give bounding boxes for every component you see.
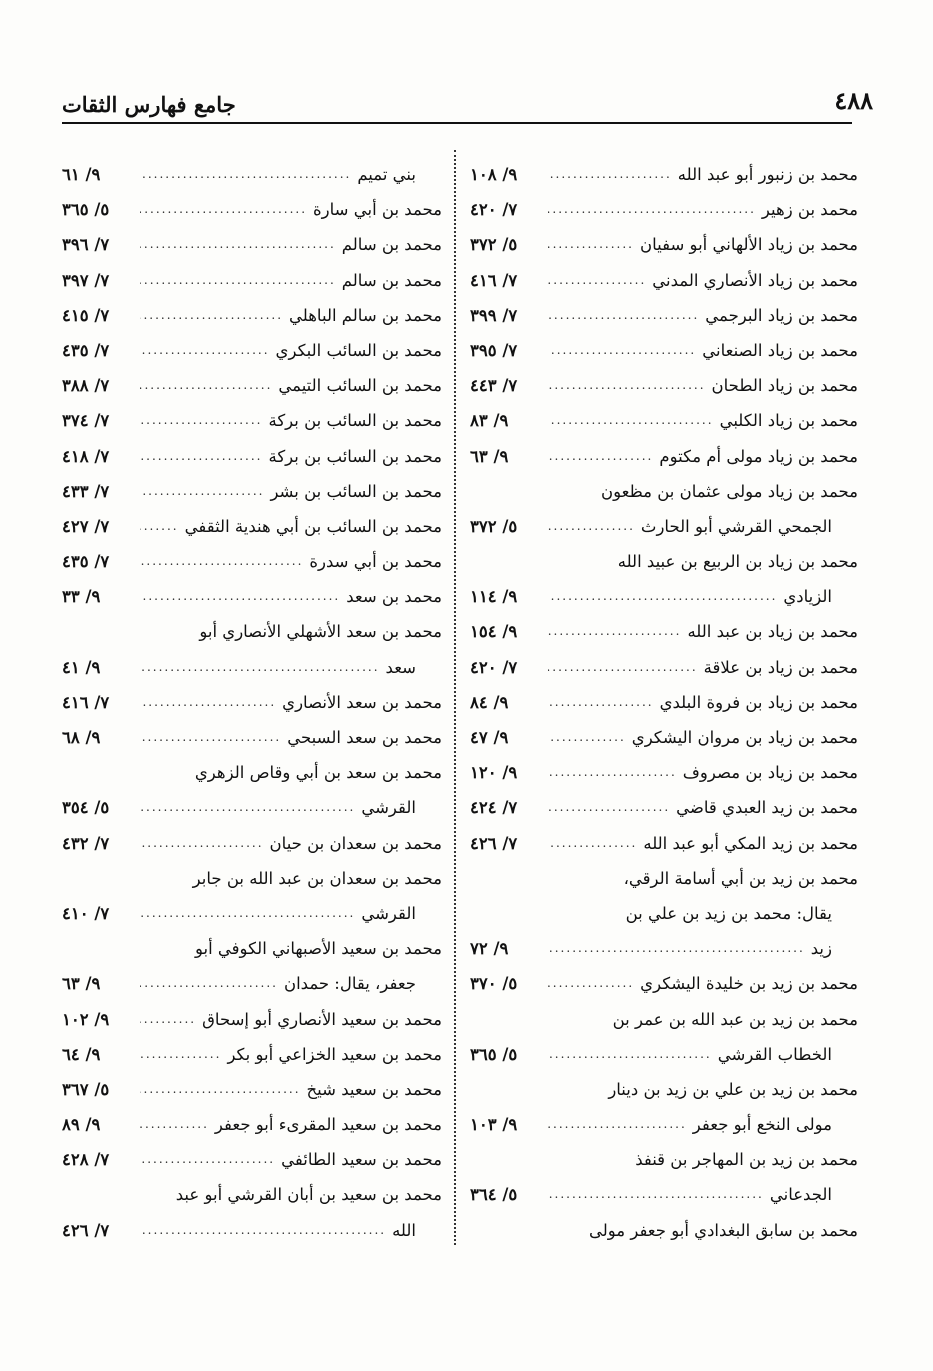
entry-name: محمد بن سعيد المقرىء أبو جعفر xyxy=(214,1115,442,1135)
leader-dots xyxy=(548,966,634,1001)
entry-name: محمد بن سعدان بن حيان xyxy=(269,833,442,853)
entry-reference: ٩/ ٣٣ xyxy=(62,587,101,607)
index-entry xyxy=(62,368,442,403)
entry-reference: ٥/ ٣٥٤ xyxy=(62,798,110,818)
index-entry xyxy=(62,966,442,1001)
entry-reference: ٧/ ٣٩٦ xyxy=(62,235,110,255)
entry-name: محمد بن سابق البغدادي أبو جعفر مولى xyxy=(588,1220,858,1240)
entry-reference: ٩/ ٤٧ xyxy=(470,728,509,747)
entry-name: محمد بن زيد بن خليدة اليشكري xyxy=(640,974,858,994)
index-entry xyxy=(62,1072,442,1107)
leader-dots xyxy=(548,157,672,192)
entry-reference: ٧/ ٤١٦ xyxy=(470,270,518,290)
leader-dots xyxy=(140,790,355,825)
index-entry xyxy=(62,826,442,861)
index-entry xyxy=(470,1002,858,1037)
index-entry xyxy=(62,861,442,896)
entry-reference: ٩/ ٧٢ xyxy=(470,939,509,959)
index-entry xyxy=(62,474,442,509)
index-entry xyxy=(62,1177,442,1212)
leader-dots xyxy=(140,1037,221,1072)
entry-name: محمد بن زيد بن المهاجر بن قنفذ xyxy=(635,1150,858,1170)
index-entry xyxy=(62,227,442,262)
entry-name: محمد بن السائب البكري xyxy=(275,340,442,360)
entry-reference: ٧/ ٤٣٢ xyxy=(62,833,110,853)
entry-reference: ٩/ ٨٤ xyxy=(470,692,509,712)
entry-name: محمد بن زيد بن عبد الله بن عمر بن xyxy=(612,1009,858,1029)
entry-name: محمد بن سعيد الأنصاري أبو إسحاق xyxy=(202,1009,442,1029)
entry-reference: ٩/ ٦٣ xyxy=(470,446,509,466)
leader-dots xyxy=(140,1142,275,1177)
index-entry xyxy=(62,1037,442,1072)
index-entry xyxy=(62,333,442,368)
index-entry xyxy=(470,685,858,720)
index-entry xyxy=(470,227,858,262)
leader-dots xyxy=(548,790,670,825)
leader-dots xyxy=(548,1107,687,1142)
leader-dots xyxy=(140,544,303,579)
entry-name: محمد بن زيد المكي أبو عبد الله xyxy=(643,833,858,853)
index-entry xyxy=(470,1107,858,1142)
index-entry xyxy=(470,1142,858,1177)
leader-dots xyxy=(548,826,637,861)
entry-name: محمد بن زيد العبدي قاضي xyxy=(676,798,858,818)
entry-reference: ٧/ ٤٢٦ xyxy=(62,1220,110,1240)
entry-name: محمد بن زهير xyxy=(761,200,858,220)
entry-name: محمد بن زياد مولى عثمان بن مظعون xyxy=(600,481,858,501)
entry-reference: ٧/ ٤٢٤ xyxy=(470,798,518,818)
entry-reference: ٩/ ٦١ xyxy=(62,165,101,184)
index-entry xyxy=(62,614,442,649)
entry-name: محمد بن السائب بن بشر xyxy=(270,481,442,501)
index-entry xyxy=(62,1213,442,1248)
entry-name: محمد بن السائب بن بركة xyxy=(268,446,442,466)
leader-dots xyxy=(140,579,340,614)
entry-name: بني تميم xyxy=(357,165,416,184)
index-entry xyxy=(470,755,858,790)
leader-dots xyxy=(140,157,351,192)
entry-reference: ٩/ ٦٨ xyxy=(62,728,101,747)
entry-reference: ٧/ ٤٤٣ xyxy=(470,376,518,396)
entry-reference: ٥/ ٣٧٢ xyxy=(470,516,518,536)
index-entry xyxy=(470,826,858,861)
entry-name: الجمحي القرشي أبو الحارث xyxy=(640,516,832,536)
entry-name: محمد بن سالم الباهلي xyxy=(289,305,442,325)
leader-dots xyxy=(140,509,179,544)
index-entry xyxy=(62,579,442,614)
right-column xyxy=(470,157,858,1248)
entry-name: محمد بن زياد مولى أم مكتوم xyxy=(659,446,858,466)
entry-reference: ٥/ ٣٧٠ xyxy=(470,974,518,994)
entry-reference: ٩/ ١٠٨ xyxy=(470,165,518,184)
index-entry xyxy=(62,1107,442,1142)
index-entry xyxy=(470,931,858,966)
leader-dots xyxy=(140,333,270,368)
leader-dots xyxy=(140,263,336,298)
index-entry xyxy=(62,192,442,227)
entry-name: محمد بن زياد الكلبي xyxy=(719,411,858,431)
index-entry xyxy=(62,650,442,685)
leader-dots xyxy=(140,227,336,262)
entry-reference: ٥/ ٣٦٧ xyxy=(62,1079,110,1099)
entry-reference: ٧/ ٤٢٧ xyxy=(62,516,110,536)
entry-name: محمد بن السائب بن بركة xyxy=(268,411,442,431)
column-divider xyxy=(454,150,456,1245)
entry-reference: ٩/ ٨٣ xyxy=(470,411,509,431)
index-entry xyxy=(470,614,858,649)
entry-name: يقال: محمد بن زيد بن علي بن xyxy=(625,903,832,923)
index-entry xyxy=(470,720,858,755)
index-entry xyxy=(62,157,442,192)
leader-dots xyxy=(548,263,646,298)
entry-reference: ٧/ ٤١٨ xyxy=(62,446,110,466)
entry-reference: ٧/ ٣٩٥ xyxy=(470,340,518,360)
entry-name: محمد بن سعد السبحي xyxy=(287,728,442,747)
leader-dots xyxy=(548,368,706,403)
index-entry xyxy=(470,368,858,403)
index-entry xyxy=(470,1177,858,1212)
entry-reference: ٩/ ١١٤ xyxy=(470,587,518,607)
entry-reference: ٧/ ٣٨٨ xyxy=(62,376,110,396)
entry-name: مولى النخع أبو جعفر xyxy=(692,1115,832,1135)
entry-name: الزيادي xyxy=(783,587,832,607)
leader-dots xyxy=(548,1177,764,1212)
index-entry xyxy=(62,509,442,544)
header-rule xyxy=(62,122,852,124)
leader-dots xyxy=(548,931,805,966)
page-number: ٤٨٨ xyxy=(834,86,873,115)
entry-name: محمد بن زياد بن فروة البلدي xyxy=(659,692,858,712)
entry-name: الجدعاني xyxy=(769,1185,832,1205)
index-entry xyxy=(62,298,442,333)
index-entry xyxy=(62,685,442,720)
leader-dots xyxy=(140,1072,301,1107)
entry-reference: ٩/ ١٠٢ xyxy=(62,1009,110,1029)
entry-reference: ٩/ ٦٣ xyxy=(62,974,101,994)
index-entry xyxy=(470,861,858,896)
leader-dots xyxy=(548,755,677,790)
entry-name: محمد بن زياد البرجمي xyxy=(705,305,858,325)
index-entry xyxy=(470,790,858,825)
entry-name: محمد بن زياد بن مصروف xyxy=(682,763,858,783)
index-entry xyxy=(62,1142,442,1177)
index-entry xyxy=(470,1037,858,1072)
entry-reference: ٧/ ٤١٥ xyxy=(62,305,110,325)
entry-name: الله xyxy=(392,1220,416,1240)
leader-dots xyxy=(140,368,272,403)
index-entry xyxy=(470,263,858,298)
entry-name: محمد بن زياد الصنعاني xyxy=(702,340,858,360)
entry-reference: ٥/ ٣٦٥ xyxy=(470,1044,518,1064)
entry-reference: ٧/ ٤٣٣ xyxy=(62,481,110,501)
entry-reference: ٧/ ٤٣٥ xyxy=(62,552,110,572)
entry-reference: ٧/ ٤٢٠ xyxy=(470,657,518,677)
entry-name: محمد بن سعيد الطائفي xyxy=(281,1150,442,1170)
index-entry xyxy=(470,474,858,509)
entry-name: محمد بن سعيد الخزاعي أبو بكر xyxy=(227,1044,442,1064)
entry-name: محمد بن أبي سدرة xyxy=(309,552,442,572)
leader-dots xyxy=(140,1107,209,1142)
entry-name: محمد بن زياد بن مروان اليشكري xyxy=(631,728,858,747)
index-entry xyxy=(470,579,858,614)
leader-dots xyxy=(140,403,262,438)
index-entry xyxy=(62,790,442,825)
entry-name: محمد بن زيد بن علي بن زيد بن دينار xyxy=(608,1079,858,1099)
entry-name: جعفر، يقال: حمدان xyxy=(283,974,416,994)
index-entry xyxy=(62,755,442,790)
entry-reference: ٩/ ١٥٤ xyxy=(470,622,518,642)
leader-dots xyxy=(548,509,635,544)
leader-dots xyxy=(548,333,696,368)
leader-dots xyxy=(140,685,276,720)
leader-dots xyxy=(548,298,699,333)
entry-reference: ٧/ ٤٣٥ xyxy=(62,340,110,360)
entry-name: محمد بن سعد الأشهلي الأنصاري أبو xyxy=(199,622,442,642)
leader-dots xyxy=(140,966,278,1001)
entry-name: زيد xyxy=(810,939,832,959)
index-entry xyxy=(470,509,858,544)
entry-reference: ٧/ ٤٢٠ xyxy=(470,200,518,220)
leader-dots xyxy=(140,650,380,685)
entry-name: محمد بن زياد الألهاني أبو سفيان xyxy=(640,235,858,255)
entry-name: محمد بن سعيد شيخ xyxy=(306,1079,442,1099)
entry-name: محمد بن سعد الأنصاري xyxy=(282,692,442,712)
index-entry xyxy=(62,931,442,966)
entry-reference: ٧/ ٣٧٤ xyxy=(62,411,110,431)
leader-dots xyxy=(548,192,756,227)
leader-dots xyxy=(548,650,698,685)
index-entry xyxy=(470,966,858,1001)
entry-name: محمد بن سالم xyxy=(341,270,442,290)
leader-dots xyxy=(548,579,777,614)
entry-name: محمد بن سعد xyxy=(346,587,442,607)
index-entry xyxy=(470,298,858,333)
entry-name: محمد بن سعدان بن عبد الله بن جابر xyxy=(192,868,442,888)
index-entry xyxy=(62,439,442,474)
entry-name: محمد بن السائب بن أبي هندية الثقفي xyxy=(184,516,442,536)
entry-name: محمد بن سعيد الأصبهاني الكوفي أبو xyxy=(194,939,442,959)
leader-dots xyxy=(548,614,681,649)
index-entry xyxy=(470,333,858,368)
entry-name: القرشي xyxy=(361,903,416,923)
entry-reference: ٥/ ٣٦٤ xyxy=(470,1185,518,1205)
entry-reference: ٩/ ٨٩ xyxy=(62,1115,101,1135)
index-entry xyxy=(470,157,858,192)
index-entry xyxy=(470,439,858,474)
index-entry xyxy=(470,544,858,579)
leader-dots xyxy=(548,227,634,262)
entry-name: محمد بن زياد بن الربيع بن عبيد الله xyxy=(617,552,858,572)
leader-dots xyxy=(140,826,264,861)
entry-reference: ٧/ ٤١٦ xyxy=(62,692,110,712)
index-entry xyxy=(470,650,858,685)
entry-name: محمد بن سعيد بن أبان القرشي أبو عبد xyxy=(175,1185,442,1205)
entry-reference: ٥/ ٣٧٢ xyxy=(470,235,518,255)
leader-dots xyxy=(140,1002,196,1037)
index-entry xyxy=(62,544,442,579)
entry-name: سعد xyxy=(385,657,416,677)
index-entry xyxy=(470,192,858,227)
index-entry xyxy=(62,1002,442,1037)
entry-name: الخطاب القرشي xyxy=(717,1044,832,1064)
entry-reference: ٥/ ٣٦٥ xyxy=(62,200,110,220)
entry-reference: ٩/ ٦٤ xyxy=(62,1044,101,1064)
entry-name: محمد بن زياد بن عبد الله xyxy=(687,622,858,642)
left-column xyxy=(62,157,442,1248)
entry-reference: ٩/ ١٢٠ xyxy=(470,763,518,783)
index-entry xyxy=(470,1072,858,1107)
index-entry xyxy=(470,403,858,438)
entry-name: محمد بن أبي سارة xyxy=(313,200,442,220)
entry-reference: ٧/ ٤٢٦ xyxy=(470,833,518,853)
leader-dots xyxy=(140,439,262,474)
leader-dots xyxy=(140,720,281,755)
leader-dots xyxy=(140,896,355,931)
leader-dots xyxy=(140,298,283,333)
entry-name: محمد بن زياد بن علاقة xyxy=(703,657,858,677)
index-entry xyxy=(62,896,442,931)
entry-name: محمد بن زنبور أبو عبد الله xyxy=(677,165,858,184)
index-entry xyxy=(470,896,858,931)
leader-dots xyxy=(548,685,654,720)
entry-name: محمد بن زياد الأنصاري المدني xyxy=(652,270,858,290)
leader-dots xyxy=(548,1037,712,1072)
leader-dots xyxy=(140,1213,386,1248)
leader-dots xyxy=(140,192,307,227)
book-title: جامع فهارس الثقات xyxy=(62,92,236,117)
entry-name: محمد بن زيد بن أبي أسامة الرقي، xyxy=(623,868,858,888)
leader-dots xyxy=(140,474,264,509)
entry-reference: ٧/ ٣٩٩ xyxy=(470,305,518,325)
entry-reference: ٧/ ٤٢٨ xyxy=(62,1150,110,1170)
entry-name: محمد بن سالم xyxy=(341,235,442,255)
index-entry xyxy=(62,403,442,438)
index-entry xyxy=(470,1213,858,1248)
entry-reference: ٩/ ٤١ xyxy=(62,657,101,677)
entry-name: محمد بن سعد بن أبي وقاص الزهري xyxy=(194,763,442,783)
leader-dots xyxy=(548,720,626,755)
entry-name: محمد بن السائب التيمي xyxy=(278,376,442,396)
index-entry xyxy=(62,263,442,298)
entry-reference: ٧/ ٣٩٧ xyxy=(62,270,110,290)
entry-name: القرشي xyxy=(361,798,416,818)
leader-dots xyxy=(548,439,653,474)
index-entry xyxy=(62,720,442,755)
entry-name: محمد بن زياد الطحان xyxy=(711,376,858,396)
entry-reference: ٩/ ١٠٣ xyxy=(470,1115,518,1135)
entry-reference: ٧/ ٤١٠ xyxy=(62,903,110,923)
leader-dots xyxy=(548,403,714,438)
